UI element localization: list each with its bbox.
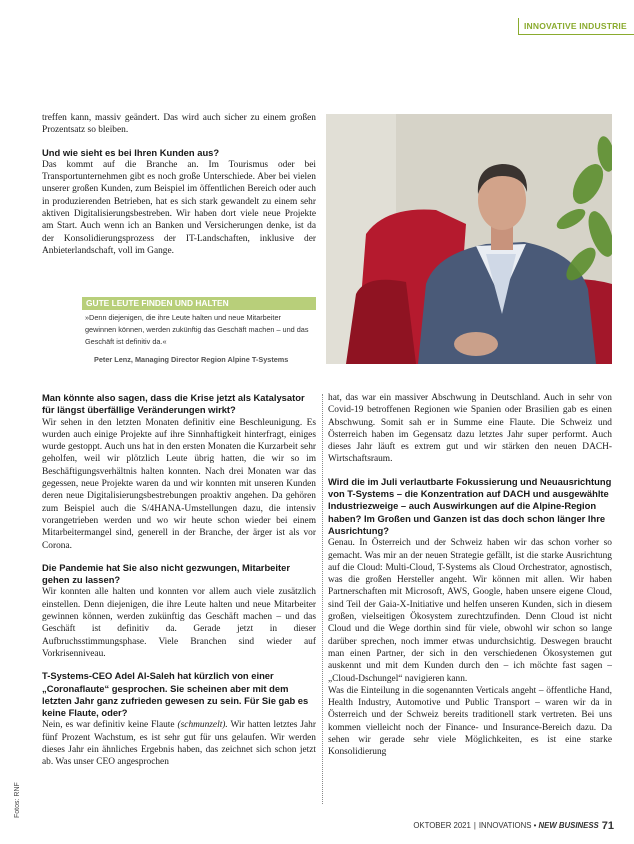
pull-quote-text: »Denn diejenigen, die ihre Leute halten und neue Mitarbeiter gewinnen können, werden zukünftig das Geschäft machen – und das Geschäft ist definitiv da.« bbox=[85, 313, 309, 347]
top-column bbox=[42, 112, 316, 257]
pull-quote-source: Peter Lenz, Managing Director Region Alpine T-Systems bbox=[94, 354, 289, 364]
interview-question: Man könnte also sagen, dass die Krise jetzt als Katalysator für längst überfällige Veränderungen wirkt? bbox=[42, 392, 305, 416]
paragraph: Genau. In Österreich und der Schweiz haben wir das schon vorher so gemacht. Was mir an der neuen Strategie gefällt, ist die starke Ausrichtung auf die Cloud: Multi-Cloud, T-Systems als Cloud Orchestrator, agnostisch, was die großen Hersteller angeht. Wir können mit allen. Wir haben Partnerschaften mit Microsoft, AWS, Google, haben unsere eigene Cloud, sind Teil der Gaia-X-Initiative und helfen unseren Kunden, sich in diesem großen, vielseitigen Ökosystem zurechtzufinden. Denn Cloud ist nicht Cloud und die Wege dorthin sind für viele, obwohl wir schon so lange darüber sprechen, noch immer etwas undurchsichtig. Deswegen braucht man einen Partner, der sich in den verschiedenen Ökosystemen gut auskennt und mit dem Kunden durch den – ich möchte fast sagen – „Cloud-Dschungel“ navigieren kann. bbox=[328, 538, 612, 684]
photo-credit: Fotos: RNF bbox=[14, 782, 21, 818]
paragraph-part: Wir hatten letztes Jahr fünf Prozent Wachstum, es ist sehr gut für uns gelaufen. Wir werden dieses Jahr ein ähnliches Ergebnis haben, das zeichnet sich schon jetzt ab. Was unser CEO angesprochen bbox=[42, 720, 316, 768]
brand-name: NEW BUSINESS bbox=[538, 821, 599, 830]
page-number: 71 bbox=[601, 820, 614, 832]
paragraph-part: Nein, es war definitiv keine Flaute bbox=[42, 720, 178, 731]
paragraph: hat, das war ein massiver Abschwung in Deutschland. Auch in sehr von Covid-19 betroffenen Regionen wie Spanien oder Brasilien gab es einen Abschwung. Somit sah er in Summe eine Flaute. Die Schweiz und Österreich haben im Gegensatz dazu letztes Jahr super performt. Auch dieses Jahr läuft es extrem gut und wir stärken den neuen DACH-Wirtschaftsraum. bbox=[328, 393, 612, 465]
stage-direction: (schmunzelt). bbox=[177, 720, 228, 731]
paragraph bbox=[42, 719, 316, 768]
pull-quote bbox=[82, 297, 316, 364]
section-tag: INNOVATIVE INDUSTRIE bbox=[518, 18, 634, 35]
paragraph: Wir sehen in den letzten Monaten definitiv eine Beschleunigung. Es wurden auch einige Projekte auf ihre Sinnhaftigkeit hinterfragt, einiges wurde gestoppt. Auch uns hat in den ersten Monaten die Kurzarbeit sehr geholfen, weil wir plötzlich Leute übrig hatten, die wir so im Beschäftigungsverhältnis halten konnten. Nach drei Monaten war das gegessen, neue Projekte waren da und wir konnten mit unseren Kunden deren neue Digitalisierungsbestrebungen proaktiv angehen. Da gehören zum Beispiel auch die S/4HANA-Umstellungen dazu, die intensiv vorangetrieben werden und wo wir heute schon wieder bei einem Mitarbeitermangel sind, generell in der Branche, der ärger ist als vor Corona. bbox=[42, 417, 316, 551]
interview-question: T-Systems-CEO Adel Al-Saleh hat kürzlich von einer „Coronaflaute“ gesprochen. Sie scheinen aber mit dem letzten Jahr ganz zufrieden gewesen zu sein. Für Sie gab es keine Flaute, oder? bbox=[42, 670, 309, 719]
column-divider bbox=[322, 394, 323, 804]
left-column bbox=[42, 392, 316, 769]
page-footer: OKTOBER 2021 | INNOVATIONS • NEW BUSINESS 71 bbox=[413, 820, 614, 832]
paragraph: Wir konnten alle halten und konnten vor allem auch viele zusätzlich einstellen. Denn diejenigen, die ihre Leute halten und neue Mitarbeiter gewinnen können, werden zukünftig das Geschäft machen – und das Geschäft ist definitiv da. Gerade jetzt in dieser Aufbruchsstimmungsphase. Viele Branchen sind wieder auf Vorkrisenniveau. bbox=[42, 587, 316, 659]
paragraph: Das kommt auf die Branche an. Im Tourismus oder bei Transportunternehmen gibt es noch große Unterschiede. Aber bei vielen unserer großen Kunden, zum Beispiel im öffentlichen Bereich oder auch in produzierenden Betrieben, hat es sich stark gewandelt zu einem sehr aktiven Digitalisierungsbestreben. Wir haben dort viele neue Projekte am Start. Auch wenn ich an Banken und Versicherungen denke, ist da der Konsolidierungsprozess der IT-Landschaften, inklusive der Anbieterlandschaft, voll im Gange. bbox=[42, 159, 316, 256]
paragraph: treffen kann, massiv geändert. Das wird auch sicher zu einem großen Prozentsatz so bleiben. bbox=[42, 113, 316, 136]
footer-bullet: • bbox=[533, 821, 537, 830]
paragraph: Was die Einteilung in die sogenannten Verticals angeht – öffentliche Hand, Health Industry, Automotive und Public Transport – waren wir da in Österreich und der Schweiz bereits traditionell stark vertreten. Bei uns kommen vielleicht noch der Finance- und Insurance-Bereich dazu. Da sehen wir gerade sehr viele Möglichkeiten, es ist eine starke Konsolidierung bbox=[328, 685, 612, 758]
portrait-photo bbox=[326, 114, 612, 364]
magazine-name: INNOVATIONS bbox=[478, 821, 532, 830]
interview-question: Die Pandemie hat Sie also nicht gezwungen, Mitarbeiter gehen zu lassen? bbox=[42, 561, 290, 586]
issue-date: OKTOBER 2021 bbox=[413, 821, 471, 830]
interview-question: Wird die im Juli verlautbarte Fokussierung und Neuausrichtung von T-Systems – die Konzentration auf DACH und ausgewählte Industriezweige – auch Auswirkungen auf die Alpine-Region haben? Im Großen und Ganzen ist das doch schon länger Ihre Ausrichtung? bbox=[328, 475, 612, 536]
right-column bbox=[328, 392, 612, 759]
pull-quote-heading: GUTE LEUTE FINDEN UND HALTEN bbox=[82, 297, 316, 310]
interview-question: Und wie sieht es bei Ihren Kunden aus? bbox=[42, 146, 220, 158]
